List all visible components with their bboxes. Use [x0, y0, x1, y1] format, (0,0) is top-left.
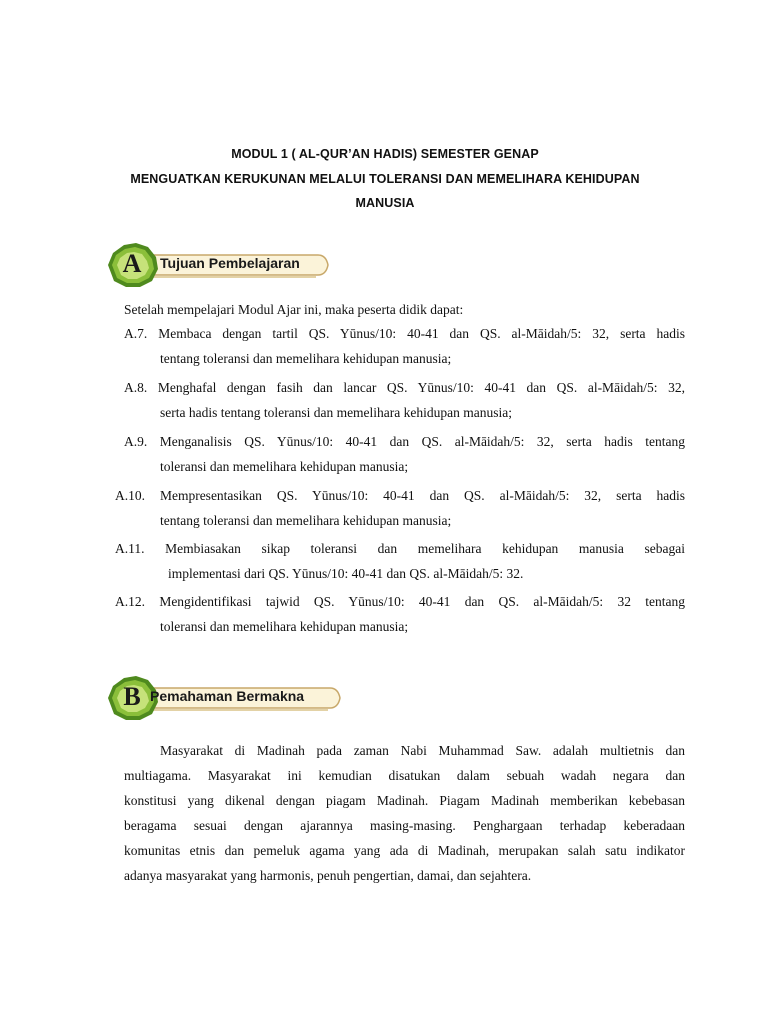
objective-number: A.7.: [124, 326, 148, 341]
paragraph-line: beragama sesuai dengan ajarannya masing-masing. Penghargaan terhadap keberadaan: [124, 818, 685, 833]
objective-number: A.8.: [124, 380, 148, 395]
objective-text-line2: toleransi dan memelihara kehidupan manusia;: [160, 459, 409, 474]
objective-text-line1: Membiasakan sikap toleransi dan memelihara kehidupan manusia sebagai: [165, 541, 685, 556]
objective-text-line2: toleransi dan memelihara kehidupan manusia;: [160, 619, 409, 634]
objective-text-line1: Mempresentasikan QS. Yūnus/10: 40-41 dan QS. al-Māidah/5: 32, serta hadis: [159, 488, 685, 503]
objective-number: A.10.: [115, 488, 145, 503]
objective-text-line1: Menghafal dengan fasih dan lancar QS. Yūnus/10: 40-41 dan QS. al-Māidah/5: 32,: [157, 380, 685, 395]
module-subtitle-continued: MANUSIA: [355, 196, 415, 210]
section-b-letter: B: [123, 682, 141, 711]
objective-text-line2: tentang toleransi dan memelihara kehidupan manusia;: [160, 351, 452, 366]
section-a-title: Tujuan Pembelajaran: [160, 255, 300, 271]
section-a-letter: A: [122, 249, 142, 278]
paragraph-line: konstitusi yang dikenal dengan piagam Madinah. Piagam Madinah memberikan kebebasan: [124, 793, 685, 808]
objective-text-line1: Menganalisis QS. Yūnus/10: 40-41 dan QS. al-Māidah/5: 32, serta hadis tentang: [159, 434, 685, 449]
learning-objectives-intro: Setelah mempelajari Modul Ajar ini, maka peserta didik dapat:: [124, 302, 464, 317]
section-b-banner: [104, 674, 344, 722]
objective-number: A.9.: [124, 434, 148, 449]
paragraph-line: adanya masyarakat yang harmonis, penuh pengertian, damai, dan sejahtera.: [124, 868, 532, 883]
paragraph-line: Masyarakat di Madinah pada zaman Nabi Muhammad Saw. adalah multietnis dan: [160, 743, 685, 758]
objective-number: A.12.: [115, 594, 145, 609]
module-title: MODUL 1 ( AL-QUR’AN HADIS) SEMESTER GENAP: [231, 147, 539, 161]
paragraph-line: komunitas etnis dan pemeluk agama yang ada di Madinah, merupakan salah satu indikator: [124, 843, 685, 858]
objective-text-line2: tentang toleransi dan memelihara kehidupan manusia;: [160, 513, 452, 528]
objective-text-line2: serta hadis tentang toleransi dan memelihara kehidupan manusia;: [160, 405, 513, 420]
objective-text-line2: implementasi dari QS. Yūnus/10: 40-41 dan QS. al-Māidah/5: 32.: [168, 566, 524, 581]
meaningful-understanding-paragraph: [124, 738, 685, 888]
paragraph-line: multiagama. Masyarakat ini kemudian disatukan dalam sebuah wadah negara dan: [124, 768, 685, 783]
objective-text-line1: Membaca dengan tartil QS. Yūnus/10: 40-41 dan QS. al-Māidah/5: 32, serta hadis: [158, 326, 685, 341]
module-subtitle: MENGUATKAN KERUKUNAN MELALUI TOLERANSI DAN MEMELIHARA KEHIDUPAN: [130, 172, 640, 186]
objective-number: A.11.: [115, 541, 145, 556]
section-b-title: Pemahaman Bermakna: [150, 688, 305, 704]
objective-text-line1: Mengidentifikasi tajwid QS. Yūnus/10: 40-41 dan QS. al-Māidah/5: 32 tentang: [159, 594, 685, 609]
section-a-banner: [104, 241, 334, 289]
